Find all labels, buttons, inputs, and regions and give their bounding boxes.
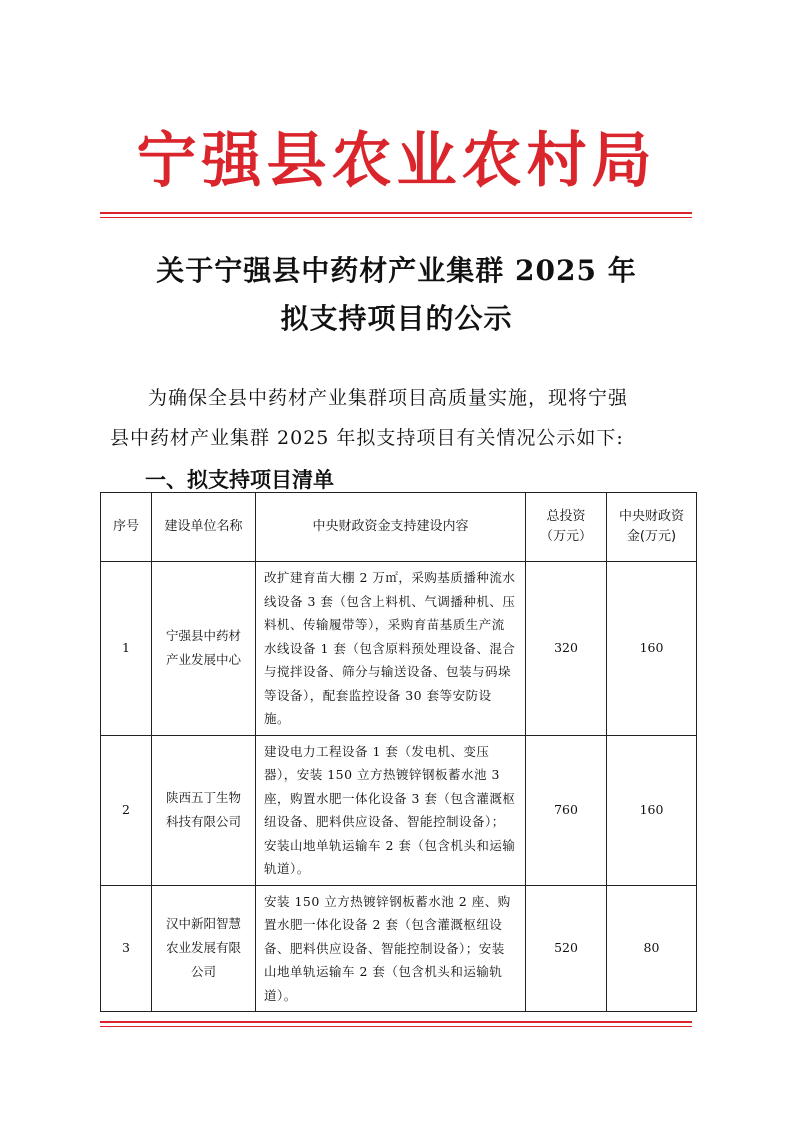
cell-unit: 陕西五丁生物科技有限公司 <box>152 735 256 885</box>
table-row <box>101 885 697 1012</box>
cell-central: 160 <box>607 562 697 736</box>
footer-red-rule-thin <box>100 1026 692 1027</box>
cell-unit: 宁强县中药材产业发展中心 <box>152 562 256 736</box>
table-row <box>101 562 697 736</box>
header-total-investment <box>526 493 607 562</box>
header-total-line-2: （万元） <box>539 529 592 544</box>
table-row <box>101 735 697 885</box>
intro-paragraph-line-1: 为确保全县中药材产业集群项目高质量实施，现将宁强 <box>148 387 629 409</box>
header-unit: 建设单位名称 <box>152 493 256 562</box>
header-central-funds <box>607 493 697 562</box>
document-title-line-1: 关于宁强县中药材产业集群 2025 年 <box>156 254 637 287</box>
cell-content: 安装 150 立方热镀锌钢板蓄水池 2 座、购置水肥一体化设备 2 套（包含灌溉枢纽设备、肥料供应设备、智能控制设备）；安装山地单轨运输车 2 套（包含机头和运输轨道）。 <box>256 885 526 1012</box>
header-red-rule-thick <box>100 212 692 214</box>
cell-central: 160 <box>607 735 697 885</box>
cell-content: 建设电力工程设备 1 套（发电机、变压器），安装 150 立方热镀锌钢板蓄水池 3 座，购置水肥一体化设备 3 套（包含灌溉枢纽设备、肥料供应设备、智能控制设备）；安装山地单轨运输车 2 套（包含机头和运输轨道）。 <box>256 735 526 885</box>
cell-no: 3 <box>101 885 152 1012</box>
intro-paragraph-line-2: 县中药材产业集群 2025 年拟支持项目有关情况公示如下: <box>110 427 624 449</box>
header-central-line-1: 中央财政资 <box>618 509 684 524</box>
document-title-line-2: 拟支持项目的公示 <box>280 302 513 335</box>
section-heading: 一、拟支持项目清单 <box>145 468 334 492</box>
cell-total: 760 <box>526 735 607 885</box>
cell-no: 1 <box>101 562 152 736</box>
project-table <box>100 492 697 1012</box>
cell-unit: 汉中新阳智慧农业发展有限公司 <box>152 885 256 1012</box>
header-content: 中央财政资金支持建设内容 <box>256 493 526 562</box>
table-header-row <box>101 493 697 562</box>
header-central-line-2: 金(万元) <box>626 529 677 544</box>
cell-no: 2 <box>101 735 152 885</box>
header-no: 序号 <box>101 493 152 562</box>
header-red-rule-thin <box>100 217 692 218</box>
cell-central: 80 <box>607 885 697 1012</box>
cell-total: 520 <box>526 885 607 1012</box>
footer-red-rule-thick <box>100 1021 692 1023</box>
organization-letterhead: 宁强县农业农村局 <box>136 126 657 196</box>
header-total-line-1: 总投资 <box>546 509 586 524</box>
cell-content: 改扩建育苗大棚 2 万㎡，采购基质播种流水线设备 3 套（包含上料机、气调播种机、压料机、传输履带等），采购育苗基质生产流水线设备 1 套（包含原料预处理设备、混合与搅拌设备、筛分与输送设备、包装与码垛等设备），配套监控设备 30 套等安防设施。 <box>256 562 526 736</box>
cell-total: 320 <box>526 562 607 736</box>
